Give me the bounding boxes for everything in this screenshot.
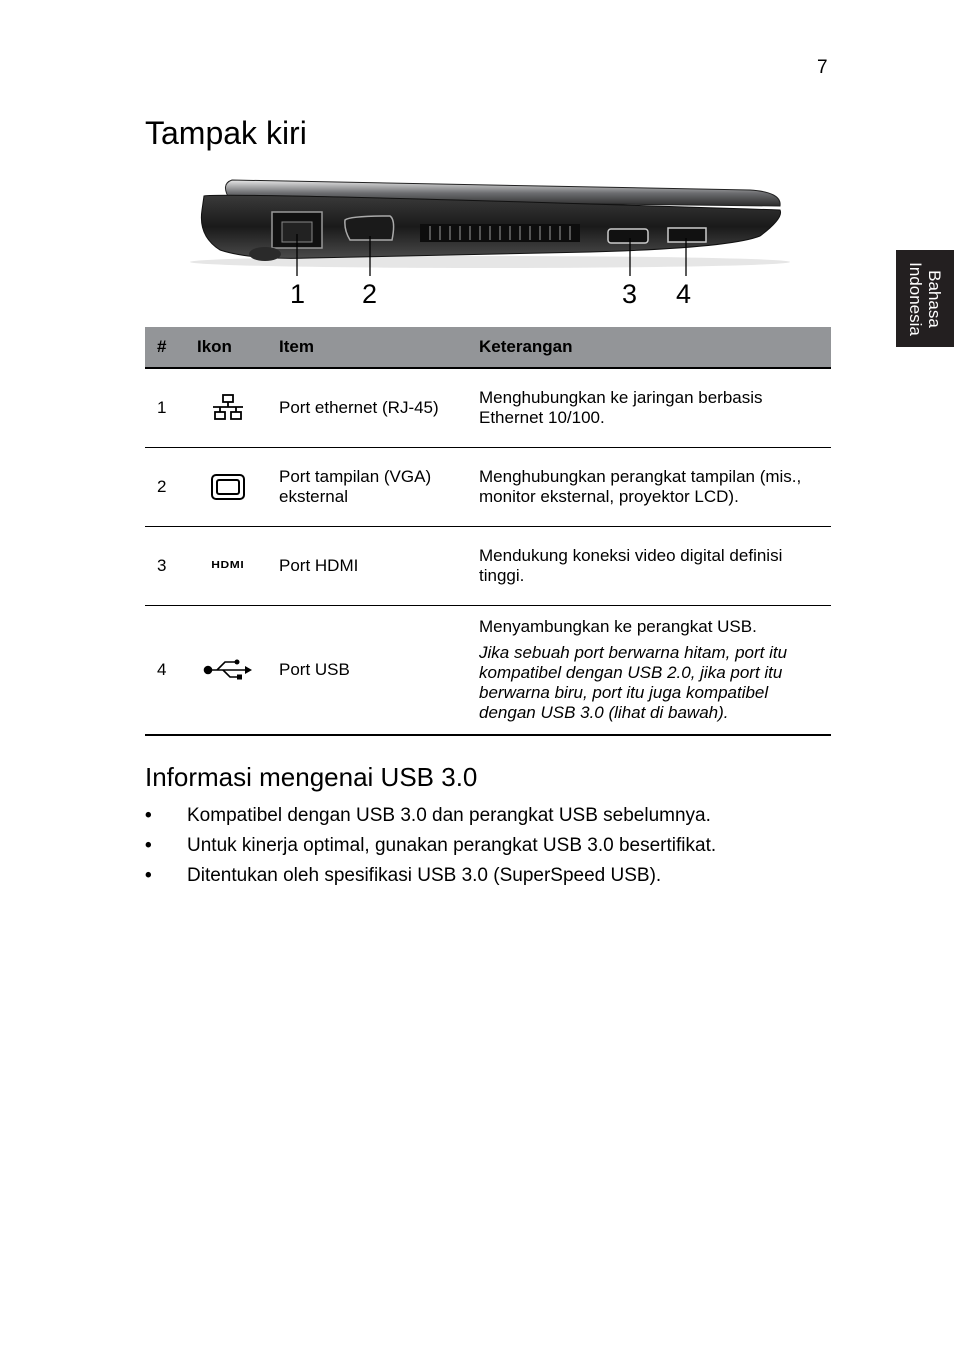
table-row	[145, 606, 831, 736]
page-number: 7	[817, 57, 828, 78]
row-description: Menyambungkan ke perangkat USB.	[479, 617, 757, 636]
language-tab-line1: Bahasa	[925, 269, 944, 328]
hdmi-icon	[197, 556, 279, 576]
row-number: 2	[157, 477, 167, 496]
row-item: Port USB	[279, 660, 350, 679]
row-item: Port ethernet (RJ-45)	[279, 398, 439, 417]
header-number: #	[157, 337, 167, 356]
row-number: 3	[157, 556, 167, 575]
row-description-block	[479, 617, 831, 723]
page-title: Tampak kiri	[145, 115, 307, 151]
list-item-text: Ditentukan oleh spesifikasi USB 3.0 (SuperSpeed USB).	[187, 865, 662, 886]
callout-3: 3	[622, 279, 638, 309]
list-item-text: Kompatibel dengan USB 3.0 dan perangkat USB sebelumnya.	[187, 805, 711, 826]
row-description: Mendukung koneksi video digital definisi tinggi.	[479, 546, 783, 585]
list-item-text: Untuk kinerja optimal, gunakan perangkat USB 3.0 besertifikat.	[187, 835, 717, 856]
hdmi-icon-text: HDMI	[211, 560, 245, 571]
row-number: 4	[157, 660, 167, 679]
row-description: Menghubungkan perangkat tampilan (mis., monitor eksternal, proyektor LCD).	[479, 467, 802, 506]
vga-icon	[197, 472, 279, 502]
header-description: Keterangan	[479, 337, 573, 356]
table-row	[145, 448, 831, 527]
callout-2: 2	[362, 279, 378, 309]
row-note: Jika sebuah port berwarna hitam, port itu kompatibel dengan USB 2.0, jika port itu berwarna biru, port itu juga kompatibel dengan USB 3.0 (lihat di bawah).	[479, 643, 788, 722]
language-tab-line2: Indonesia	[906, 261, 925, 336]
section-heading: Informasi mengenai USB 3.0	[145, 762, 478, 792]
language-tab	[896, 250, 954, 347]
ports-table	[145, 327, 831, 736]
language-tab-label	[906, 262, 944, 336]
row-description: Menghubungkan ke jaringan berbasis Ethernet 10/100.	[479, 388, 763, 427]
bullet-icon: •	[145, 805, 152, 826]
list-item	[145, 834, 716, 864]
row-item: Port tampilan (VGA) eksternal	[279, 467, 432, 506]
row-item: Port HDMI	[279, 556, 359, 575]
laptop-left-side-figure	[190, 170, 800, 315]
list-item	[145, 804, 716, 834]
laptop-illustration	[190, 170, 800, 315]
row-number: 1	[157, 398, 167, 417]
bullet-icon: •	[145, 835, 152, 856]
table-row	[145, 369, 831, 448]
table-header	[145, 327, 831, 369]
bullet-list	[145, 804, 716, 894]
header-item: Item	[279, 337, 314, 356]
table-row	[145, 527, 831, 606]
ethernet-icon	[197, 393, 279, 423]
callout-4: 4	[676, 279, 692, 309]
usb-icon	[197, 658, 279, 682]
list-item	[145, 864, 716, 894]
callout-1: 1	[290, 279, 306, 309]
header-icon: Ikon	[197, 337, 232, 356]
bullet-icon: •	[145, 865, 152, 886]
